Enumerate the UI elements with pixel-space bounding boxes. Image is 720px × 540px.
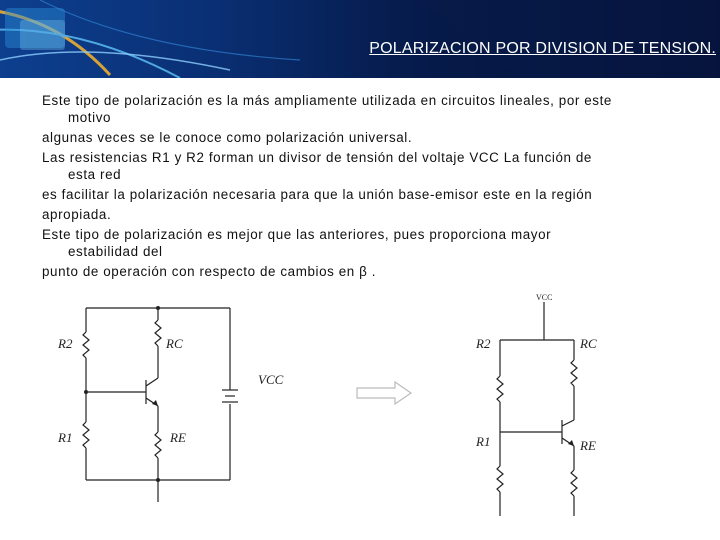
- label-rc: RC: [166, 336, 183, 351]
- text-line: Este tipo de polarización es mejor que las anteriores, pues proporciona mayor estabilidad del: [42, 227, 552, 259]
- text-line: es facilitar la polarización necesaria para que la unión base-emisor este en la región: [42, 187, 593, 202]
- text-line: punto de operación con respecto de cambios en β .: [42, 264, 377, 279]
- circuit-diagram-left: [50, 292, 290, 522]
- text-line: algunas veces se le conoce como polarización universal.: [42, 130, 413, 145]
- text-line: Este tipo de polarización es la más ampliamente utilizada en circuitos lineales, por este motivo: [42, 93, 612, 125]
- label-re: RE: [580, 438, 596, 453]
- text-line: Las resistencias R1 y R2 forman un divisor de tensión del voltaje VCC La función de esta red: [42, 150, 592, 182]
- circuit-diagram-right: [470, 290, 610, 522]
- page-title: POLARIZACION POR DIVISION DE TENSION.: [369, 40, 716, 57]
- label-r2: R2: [58, 336, 73, 351]
- header-banner: [0, 0, 720, 78]
- label-r2: R2: [476, 336, 491, 351]
- label-vcc: VCC: [258, 372, 284, 387]
- banner-decoration: [0, 0, 720, 78]
- label-re: RE: [170, 430, 186, 445]
- text-line: apropiada.: [42, 207, 112, 222]
- label-r1: R1: [58, 430, 73, 445]
- content-body: [42, 92, 682, 283]
- arrow-icon: [355, 380, 415, 406]
- label-vcc: VCC: [536, 293, 553, 302]
- label-rc: RC: [580, 336, 597, 351]
- label-r1: R1: [476, 434, 491, 449]
